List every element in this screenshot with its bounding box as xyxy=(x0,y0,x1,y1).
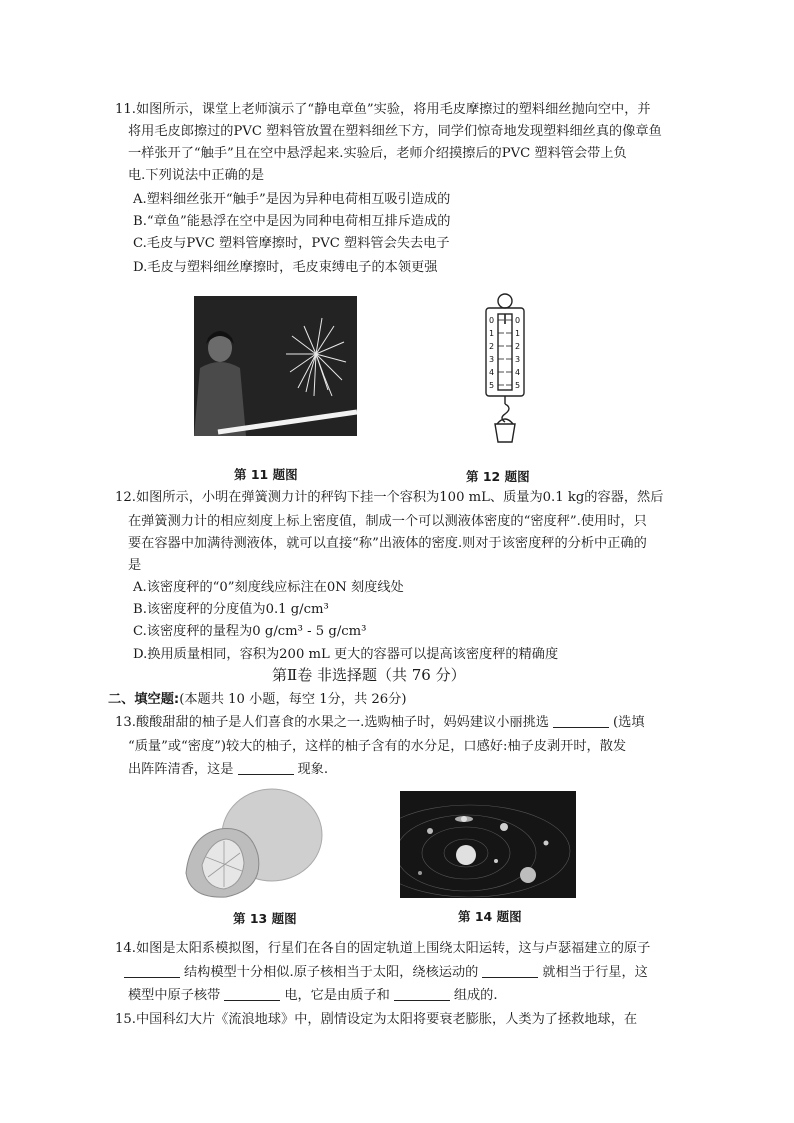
q12-option-b: B.该密度秤的分度值为0.1 g/cm³ xyxy=(133,602,329,617)
scale-tick-left-3: 3 xyxy=(489,355,495,364)
q14-text-3b: 电，它是由质子和 xyxy=(284,988,390,1003)
q14-blank-3[interactable] xyxy=(224,986,280,1001)
q13-blank-2[interactable] xyxy=(238,760,294,775)
q13-text-3a: 出阵阵清香，这是 xyxy=(128,762,234,777)
q12-option-c: C.该密度秤的量程为0 g/cm³ - 5 g/cm³ xyxy=(133,624,367,639)
q11-option-a: A.塑料细丝张开“触手”是因为异种电荷相互吸引造成的 xyxy=(133,192,451,207)
scale-tick-right-3: 3 xyxy=(515,355,521,364)
q13-line-2: “质量”或“密度”)较大的柚子，这样的柚子含有的水分足，口感好:柚子皮剥开时，散发 xyxy=(128,739,627,754)
q13-blank-1[interactable] xyxy=(553,713,609,728)
scale-tick-left-5: 5 xyxy=(489,381,495,390)
q14-line-3 xyxy=(128,985,498,1006)
scale-tick-right-4: 4 xyxy=(515,368,521,377)
figure-11-caption: 第 11 题图 xyxy=(234,467,298,482)
q12-line-2: 在弹簧测力计的相应刻度上标上密度值，制成一个可以测液体密度的“密度秤”.使用时，只 xyxy=(128,514,647,529)
q13-text-1a: 13.酸酸甜甜的柚子是人们喜食的水果之一.选购柚子时，妈妈建议小丽挑选 xyxy=(115,715,549,730)
q13-line-3 xyxy=(128,759,328,780)
part-2-title: 第Ⅱ卷 非选择题（共 76 分） xyxy=(272,666,466,684)
figure-14-solar-system xyxy=(400,791,576,898)
scale-tick-right-5: 5 xyxy=(515,381,521,390)
q12-line-3: 要在容器中加满待测液体，就可以直接“称”出液体的密度.则对于该密度秤的分析中正确的 xyxy=(128,536,647,551)
q12-line-1: 12.如图所示，小明在弹簧测力计的秤钩下挂一个容积为100 mL、质量为0.1 kg的容器，然后 xyxy=(115,490,664,505)
figure-14-caption: 第 14 题图 xyxy=(458,909,522,924)
q12-option-d: D.换用质量相同，容积为200 mL 更大的容器可以提高该密度秤的精确度 xyxy=(133,647,559,662)
q14-blank-1[interactable] xyxy=(124,963,180,978)
q13-text-3b: 现象. xyxy=(297,762,329,777)
scale-tick-left-1: 1 xyxy=(489,329,495,338)
q11-option-d: D.毛皮与塑料细丝摩擦时，毛皮束缚电子的本领更强 xyxy=(133,260,438,275)
q11-line-3: 一样张开了“触手”且在空中悬浮起来.实验后，老师介绍摸擦后的PVC 塑料管会带上负 xyxy=(128,146,627,161)
q14-text-2b: 就相当于行星，这 xyxy=(542,965,648,980)
figure-11-photo xyxy=(194,296,357,436)
scale-tick-right-2: 2 xyxy=(515,342,521,351)
scale-tick-right-1: 1 xyxy=(515,329,521,338)
q13-line-1 xyxy=(115,712,645,733)
scale-tick-right-0: 0 xyxy=(515,316,521,325)
q14-text-2a: 结构模型十分相似.原子核相当于太阳，绕核运动的 xyxy=(184,965,479,980)
q12-option-a: A.该密度秤的“0”刻度线应标注在0N 刻度线处 xyxy=(133,580,404,595)
section-2-heading xyxy=(108,688,406,707)
q11-line-1: 11.如图所示，课堂上老师演示了“静电章鱼”实验，将用毛皮摩擦过的塑料细丝抛向空中，并 xyxy=(115,102,651,117)
figure-12-spring-scale xyxy=(480,290,530,450)
figure-12-caption: 第 12 题图 xyxy=(466,469,530,484)
q11-line-2: 将用毛皮郎擦过的PVC 塑料管放置在塑料细丝下方，同学们惊奇地发现塑料细丝真的像章鱼 xyxy=(128,124,662,139)
scale-tick-left-2: 2 xyxy=(489,342,495,351)
q14-blank-4[interactable] xyxy=(394,986,450,1001)
q14-text-3a: 模型中原子核带 xyxy=(128,988,221,1003)
q14-line-2 xyxy=(124,962,648,983)
q14-text-3c: 组成的. xyxy=(453,988,498,1003)
figure-13-caption: 第 13 题图 xyxy=(233,911,297,926)
q11-line-4: 电.下列说法中正确的是 xyxy=(128,168,265,183)
q11-option-c: C.毛皮与PVC 塑料管摩擦时，PVC 塑料管会失去电子 xyxy=(133,236,450,251)
q14-line-1: 14.如图是太阳系模拟图，行星们在各自的固定轨道上围绕太阳运转，这与卢瑟福建立的原子 xyxy=(115,941,651,956)
q12-line-4: 是 xyxy=(128,558,142,573)
q15-line-1: 15.中国科幻大片《流浪地球》中，剧情设定为太阳将要衰老膨胀，人类为了拯救地球，在 xyxy=(115,1012,638,1027)
q11-option-b: B.“章鱼”能悬浮在空中是因为同种电荷相互排斥造成的 xyxy=(133,214,451,229)
scale-tick-left-4: 4 xyxy=(489,368,495,377)
section-2-note: (本题共 10 小题，每空 1分，共 26分) xyxy=(179,692,407,707)
section-2-label: 二、填空题: xyxy=(108,692,180,707)
q14-blank-2[interactable] xyxy=(482,963,538,978)
q13-text-1b: (选填 xyxy=(612,715,645,730)
scale-tick-left-0: 0 xyxy=(489,316,495,325)
figure-13-pomelo xyxy=(180,785,330,903)
